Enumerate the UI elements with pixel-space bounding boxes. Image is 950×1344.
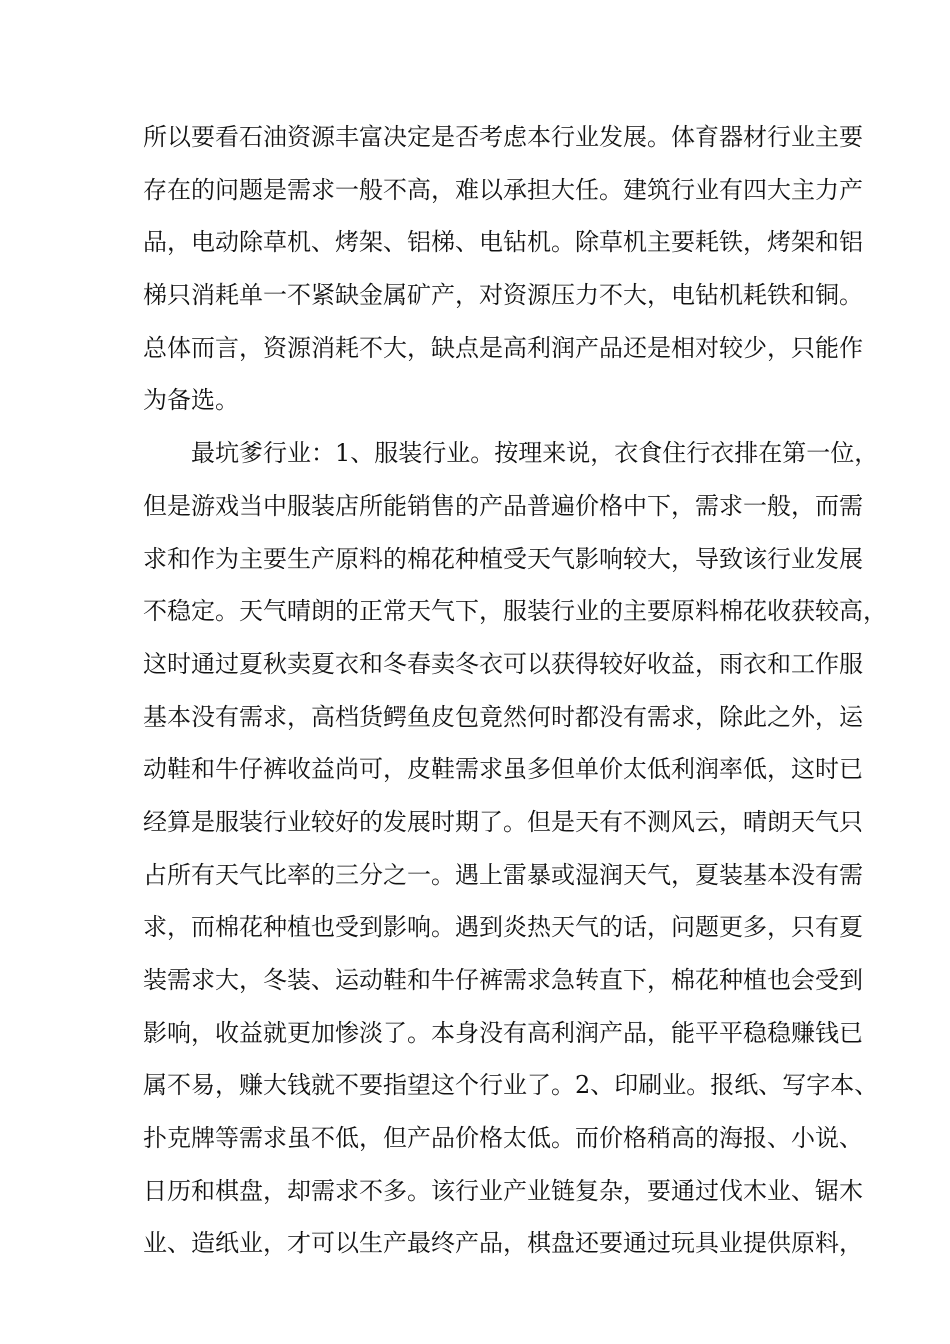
text-line: 求，而棉花种植也受到影响。遇到炎热天气的话，问题更多，只有夏 [143,913,863,942]
body-text [143,115,887,1274]
text-line: 品，电动除草机、烤架、铝梯、电钻机。除草机主要耗铁，烤架和铝 [143,228,863,257]
text-line: 梯只消耗单一不紧缺金属矿产，对资源压力不大，电钻机耗铁和铜。 [143,281,863,310]
text-line: 扑克牌等需求虽不低，但产品价格太低。而价格稍高的海报、小说、 [143,1124,863,1153]
text-line: 影响，收益就更加惨淡了。本身没有高利润产品，能平平稳稳赚钱已 [143,1018,863,1047]
text-line: 经算是服装行业较好的发展时期了。但是天有不测风云，晴朗天气只 [143,807,863,836]
text-line: 这时通过夏秋卖夏衣和冬春卖冬衣可以获得较好收益，雨衣和工作服 [143,649,863,678]
text-line: 为备选。 [143,386,239,415]
paragraph-first-line: 最坑爹行业：1、服装行业。按理来说，衣食住行衣排在第一位， [191,439,879,468]
text-line: 不稳定。天气晴朗的正常天气下，服装行业的主要原料棉花收获较高， [143,597,887,626]
text-line: 动鞋和牛仔裤收益尚可，皮鞋需求虽多但单价太低利润率低，这时已 [143,755,863,784]
text-line: 总体而言，资源消耗不大，缺点是高利润产品还是相对较少，只能作 [143,333,863,362]
text-line: 业、造纸业，才可以生产最终产品，棋盘还要通过玩具业提供原料， [143,1229,863,1258]
text-line: 求和作为主要生产原料的棉花种植受天气影响较大，导致该行业发展 [143,544,863,573]
text-line: 存在的问题是需求一般不高，难以承担大任。建筑行业有四大主力产 [143,175,863,204]
text-line: 所以要看石油资源丰富决定是否考虑本行业发展。体育器材行业主要 [143,123,863,151]
text-line: 基本没有需求，高档货鳄鱼皮包竟然何时都没有需求，除此之外，运 [143,702,863,731]
text-line: 属不易，赚大钱就不要指望这个行业了。2、印刷业。报纸、写字本、 [143,1071,879,1100]
text-line: 装需求大，冬装、运动鞋和牛仔裤需求急转直下，棉花种植也会受到 [143,966,863,994]
text-line: 但是游戏当中服装店所能销售的产品普遍价格中下，需求一般，而需 [143,491,863,520]
text-line: 日历和棋盘，却需求不多。该行业产业链复杂，要通过伐木业、锯木 [143,1176,863,1205]
text-line: 占所有天气比率的三分之一。遇上雷暴或湿润天气，夏装基本没有需 [143,860,863,889]
